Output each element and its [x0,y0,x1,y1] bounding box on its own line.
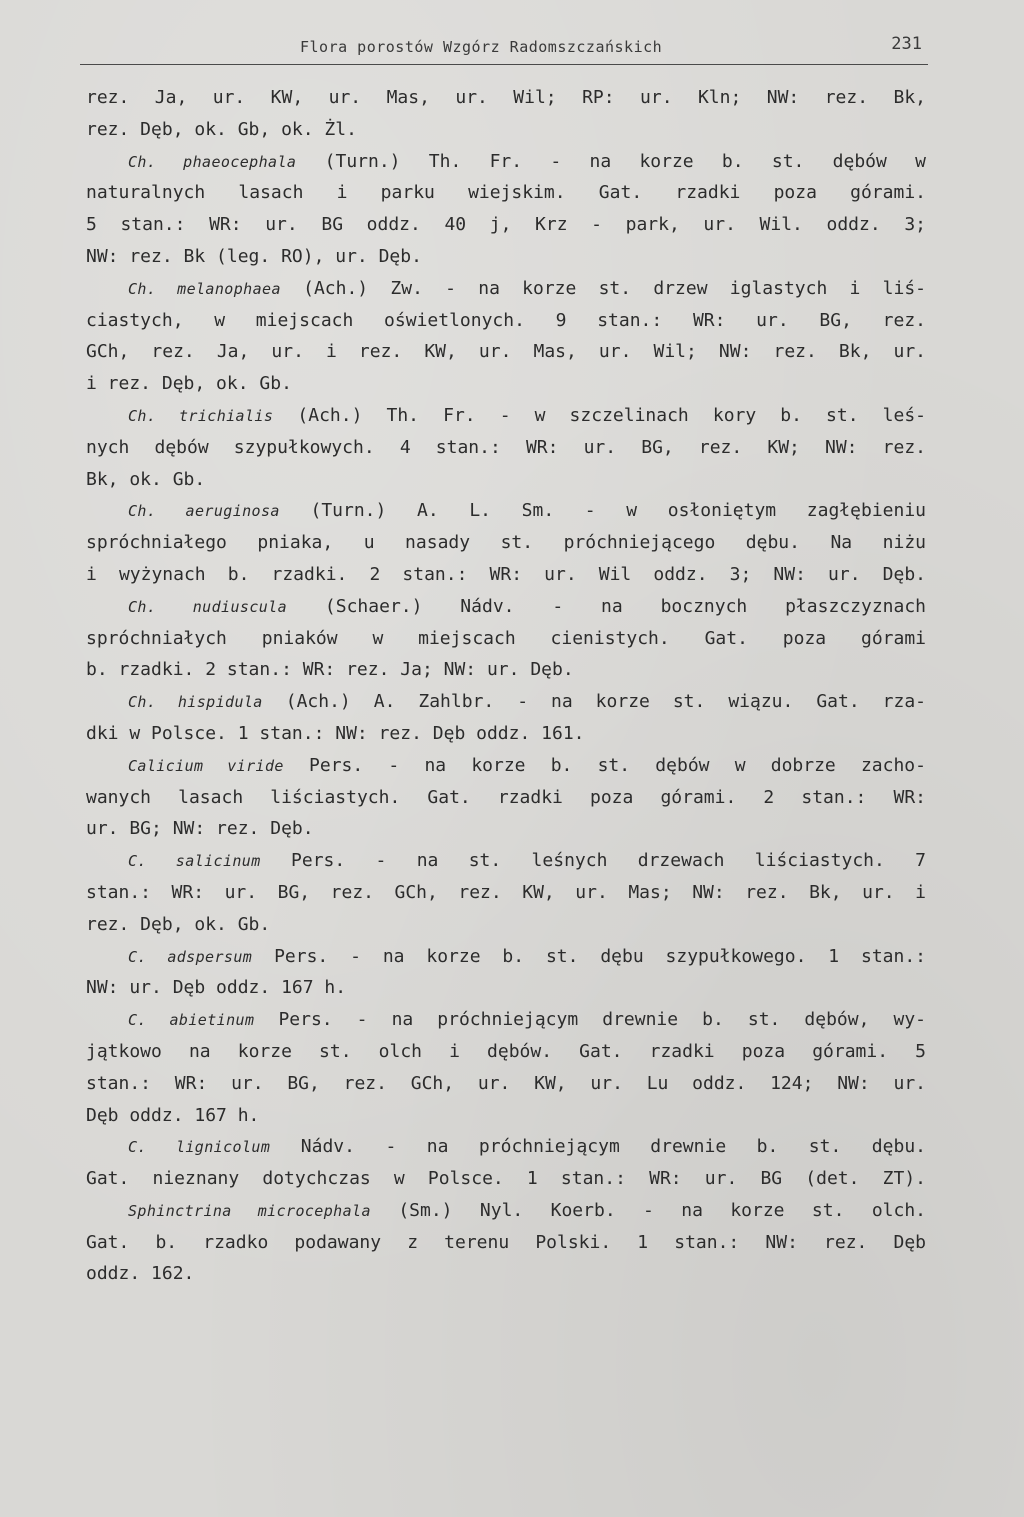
line-text: b. rzadki. 2 stan.: WR: rez. Ja; NW: ur. Dęb. [86,659,574,681]
line-text: wanych lasach liściastych. Gat. rzadki poza górami. 2 stan.: WR: [86,786,926,808]
text-line [86,813,926,845]
taxon-name: Ch. nudiuscula [128,597,288,616]
text-line [86,464,926,496]
text-line [86,654,926,686]
line-text: Bk, ok. Gb. [86,468,206,490]
text-line [86,527,926,559]
text-line [86,305,926,337]
line-text: NW: ur. Dęb oddz. 167 h. [86,977,347,999]
text-line [86,909,926,941]
taxon-name: Ch. melanophaea [128,279,281,298]
line-text: naturalnych lasach i parku wiejskim. Gat. rzadki poza górami. [86,182,926,204]
text-line [86,1227,926,1259]
text-line [86,623,926,655]
line-text: (Turn.) Th. Fr. - na korze b. st. dębów w [324,150,926,172]
text-line [86,591,926,623]
line-text: 5 stan.: WR: ur. BG oddz. 40 j, Krz - park, ur. Wil. oddz. 3; [86,214,926,236]
text-line [86,1258,926,1290]
text-line [86,273,926,305]
text-line [86,1131,926,1163]
text-line [86,941,926,973]
line-text: (Turn.) A. L. Sm. - w osłoniętym zagłębieniu [310,500,926,522]
line-text: Pers. - na korze b. st. dębów w dobrze zacho- [309,754,926,776]
line-text: (Ach.) Th. Fr. - w szczelinach kory b. st. leś- [297,404,926,426]
taxon-name: C. abietinum [128,1011,255,1030]
taxon-name: Ch. phaeocephala [128,152,297,171]
body-text [86,82,926,1290]
header-rule [80,64,928,65]
text-line [86,400,926,432]
taxon-name: Sphinctrina microcephala [128,1201,371,1220]
taxon-name: C. adspersum [128,947,253,966]
line-text: stan.: WR: ur. BG, rez. GCh, ur. KW, ur. Lu oddz. 124; NW: ur. [86,1072,926,1094]
line-text: i rez. Dęb, ok. Gb. [86,373,292,395]
taxon-name: Ch. hispidula [128,693,263,712]
text-line [86,368,926,400]
text-line [86,432,926,464]
text-line [86,495,926,527]
text-line [86,972,926,1004]
text-line [86,1163,926,1195]
line-text: Nádv. - na próchniejącym drewnie b. st. dębu. [300,1136,926,1158]
page-header [80,34,928,64]
line-text: stan.: WR: ur. BG, rez. GCh, rez. KW, ur. Mas; NW: rez. Bk, ur. i [86,881,926,903]
line-text: i wyżynach b. rzadki. 2 stan.: WR: ur. Wil oddz. 3; NW: ur. Dęb. [86,563,926,585]
line-text: rez. Dęb, ok. Gb. [86,913,271,935]
line-text: jątkowo na korze st. olch i dębów. Gat. rzadki poza górami. 5 [86,1040,926,1062]
text-line [86,718,926,750]
text-line [86,877,926,909]
line-text: Pers. - na korze b. st. dębu szypułkowego. 1 stan.: [274,945,926,967]
line-text: dki w Polsce. 1 stan.: NW: rez. Dęb oddz. 161. [86,722,585,744]
text-line [86,1004,926,1036]
text-line [86,177,926,209]
line-text: spróchniałego pniaka, u nasady st. próchniejącego dębu. Na niżu [86,532,926,554]
line-text: nych dębów szypułkowych. 4 stan.: WR: ur. BG, rez. KW; NW: rez. [86,436,926,458]
taxon-name: C. lignicolum [128,1138,271,1157]
line-text: GCh, rez. Ja, ur. i rez. KW, ur. Mas, ur. Wil; NW: rez. Bk, ur. [86,341,926,363]
text-line [86,1100,926,1132]
text-line [86,782,926,814]
taxon-name: Ch. trichialis [128,406,274,425]
taxon-name: Ch. aeruginosa [128,502,280,521]
text-line [86,686,926,718]
running-title: Flora porostów Wzgórz Radomszczańskich [300,38,663,56]
line-text: NW: rez. Bk (leg. RO), ur. Dęb. [86,245,422,267]
line-text: Dęb oddz. 167 h. [86,1104,260,1126]
text-line [86,336,926,368]
text-line [86,845,926,877]
line-text: Pers. - na próchniejącym drewnie b. st. dębów, wy- [278,1009,926,1031]
line-text: ciastych, w miejscach oświetlonych. 9 stan.: WR: ur. BG, rez. [86,309,926,331]
line-text: Pers. - na st. leśnych drzewach liściastych. 7 [291,850,926,872]
taxon-name: Calicium viride [128,756,284,775]
text-line [86,1068,926,1100]
text-line [86,1036,926,1068]
line-text: rez. Dęb, ok. Gb, ok. Żl. [86,118,357,140]
line-text: (Ach.) A. Zahlbr. - na korze st. wiązu. Gat. rza- [285,691,926,713]
text-line [86,114,926,146]
text-line [86,146,926,178]
line-text: (Sm.) Nyl. Koerb. - na korze st. olch. [398,1199,926,1221]
text-line [86,241,926,273]
line-text: (Ach.) Zw. - na korze st. drzew iglastych i liś- [303,277,926,299]
text-line [86,559,926,591]
text-line [86,1195,926,1227]
page-number: 231 [891,34,922,54]
taxon-name: C. salicinum [128,852,261,871]
line-text: spróchniałych pniaków w miejscach cienistych. Gat. poza górami [86,627,926,649]
line-text: Gat. nieznany dotychczas w Polsce. 1 stan.: WR: ur. BG (det. ZT). [86,1168,926,1190]
line-text: oddz. 162. [86,1263,195,1285]
line-text: Gat. b. rzadko podawany z terenu Polski. 1 stan.: NW: rez. Dęb [86,1231,926,1253]
line-text: rez. Ja, ur. KW, ur. Mas, ur. Wil; RP: ur. Kln; NW: rez. Bk, [86,87,926,108]
line-text: (Schaer.) Nádv. - na bocznych płaszczyznach [324,595,926,617]
line-text: ur. BG; NW: rez. Dęb. [86,818,314,840]
text-line [86,82,926,114]
text-line [86,750,926,782]
text-line [86,209,926,241]
